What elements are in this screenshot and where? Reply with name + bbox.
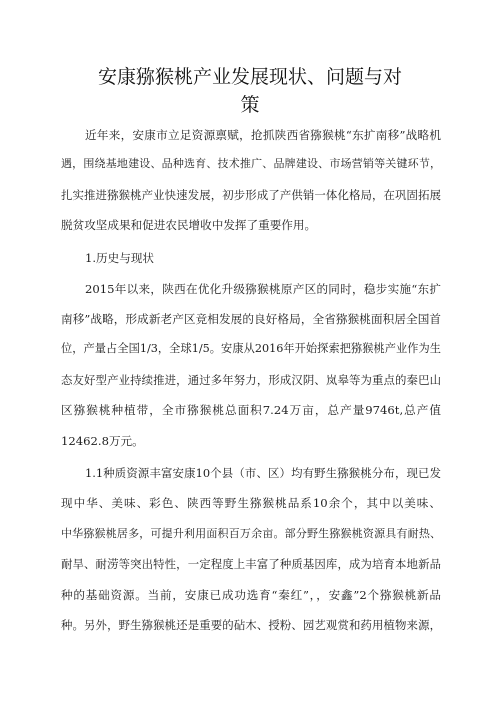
paragraph-1-line-3: 扎实推进猕猴桃产业快速发展，初步形成了产供销一体化格局，在巩固拓展 [61, 188, 441, 202]
paragraph-2-line-3: 位，产量占全国1/3，全球1/5。安康从2016年开始探索把猕猴桃产业作为生 [61, 342, 441, 355]
paragraph-3-line-1: 1.1种质资源丰富安康10个县（市、区）均有野生猕猴桃分布，现已发 [85, 466, 441, 480]
paragraph-3-line-3: 中华猕猴桃居多，可提升利用面积百万余亩。部分野生猕猴桃资源具有耐热、 [61, 527, 441, 540]
paragraph-2-line-1: 2015年以来，陕西在优化升级猕猴桃原产区的同时，稳步实施“东扩 [85, 282, 441, 296]
paragraph-1-line-4: 脱贫攻坚成果和促进农民增收中发挥了重要作用。 [61, 218, 317, 232]
paragraph-1-line-1: 近年来，安康市立足资源禀赋，抢抓陕西省猕猴桃“东扩南移”战略机 [85, 128, 441, 142]
paragraph-3-line-5: 种的基础资源。当前，安康已成功选育“秦红”，，安鑫”2个猕猴桃新品 [61, 588, 441, 602]
paragraph-2-line-4: 态友好型产业持续推进，通过多年努力，形成汉阴、岚皋等为重点的秦巴山 [61, 373, 441, 387]
paragraph-3-line-2: 现中华、美味、彩色、陕西等野生猕猴桃品系10余个，其中以美味、 [61, 496, 441, 510]
paragraph-3-line-6: 种。另外，野生猕猴桃还是重要的砧木、授粉、园艺观赏和药用植物来源， [61, 618, 441, 632]
paragraph-1-line-2: 遇，围绕基地建设、品种选育、技术推广、品牌建设、市场营销等关键环节， [61, 157, 441, 170]
paragraph-3-line-4: 耐旱、耐涝等突出特性，一定程度上丰富了种质基因库，成为培育本地新品 [61, 557, 441, 571]
paragraph-2-line-6: 12462.8万元。 [61, 434, 144, 448]
section-heading-history: 1.历史与现状 [85, 251, 155, 265]
document-title-line-2: 策 [240, 94, 260, 116]
document-title-line-1: 安康猕猴桃产业发展现状、问题与对 [97, 66, 402, 88]
paragraph-2-line-2: 南移”战略，形成新老产区竞相发展的良好格局，全省猕猴桃面积居全国首 [61, 312, 441, 326]
paragraph-2-line-5: 区猕猴桃种植带，全市猕猴桃总面积7.24万亩，总产量9746t,总产值 [61, 403, 441, 417]
